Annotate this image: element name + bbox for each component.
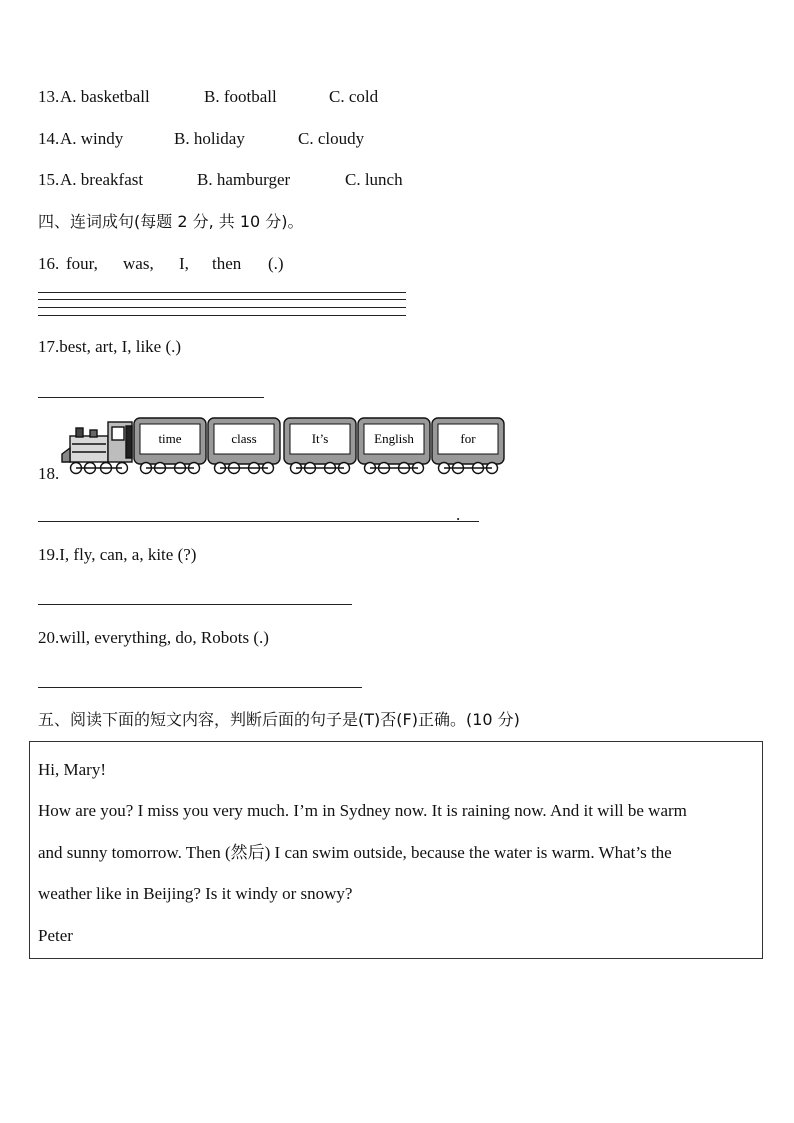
question-number: 16.: [38, 254, 60, 273]
train-car: [134, 418, 206, 474]
reading-passage: [29, 741, 763, 959]
train-car: [208, 418, 280, 474]
section-5-title: 五、阅读下面的短文内容，判断后面的句子是(T)否(F)正确。(10 分): [38, 710, 520, 729]
answer-line: [38, 521, 479, 522]
car-word: It’s: [311, 431, 329, 446]
word: was,: [123, 254, 154, 273]
question-18-number: 18.: [38, 464, 60, 483]
passage-signature: Peter: [38, 926, 73, 945]
answer-line: [38, 604, 352, 605]
locomotive-icon: [62, 422, 132, 474]
word: four,: [66, 254, 98, 273]
train-car: [284, 418, 356, 474]
question-number: 14.: [38, 129, 60, 148]
passage-line: weather like in Beijing? Is it windy or snowy?: [38, 884, 353, 903]
option-b: B. holiday: [174, 129, 245, 148]
car-word: for: [460, 431, 476, 446]
option-a: A. windy: [60, 129, 124, 148]
option-c: C. lunch: [345, 170, 403, 189]
question-number: 15.: [38, 170, 60, 189]
answer-line: [38, 687, 362, 688]
word: then: [212, 254, 242, 273]
option-a: A. basketball: [60, 87, 150, 106]
option-c: C. cloudy: [298, 129, 365, 148]
sentence-end-mark: .: [456, 505, 461, 524]
option-b: B. hamburger: [197, 170, 291, 189]
section-4-title: 四、连词成句(每题 2 分, 共 10 分)。: [38, 212, 304, 231]
question-19: 19.I, fly, can, a, kite (?): [38, 545, 197, 564]
word: (.): [268, 254, 284, 273]
answer-line: [38, 307, 406, 308]
option-b: B. football: [204, 87, 277, 106]
train-car: [358, 418, 430, 474]
car-word: English: [374, 431, 414, 446]
car-word: time: [158, 431, 182, 446]
answer-line: [38, 299, 406, 300]
word: I,: [179, 254, 189, 273]
train-illustration: [60, 414, 506, 480]
answer-line: [38, 397, 264, 398]
passage-line: and sunny tomorrow. Then (然后) I can swim outside, because the water is warm. What’s the: [38, 843, 672, 862]
passage-line: How are you? I miss you very much. I’m in Sydney now. It is raining now. And it will be warm: [38, 801, 687, 820]
passage-greeting: Hi, Mary!: [38, 760, 106, 779]
question-20: 20.will, everything, do, Robots (.): [38, 628, 269, 647]
train-car: [432, 418, 504, 474]
option-a: A. breakfast: [60, 170, 144, 189]
car-word: class: [231, 431, 257, 446]
answer-line: [38, 292, 406, 293]
answer-line: [38, 315, 406, 316]
option-c: C. cold: [329, 87, 379, 106]
question-17: 17.best, art, I, like (.): [38, 337, 182, 356]
question-number: 13.: [38, 87, 60, 106]
